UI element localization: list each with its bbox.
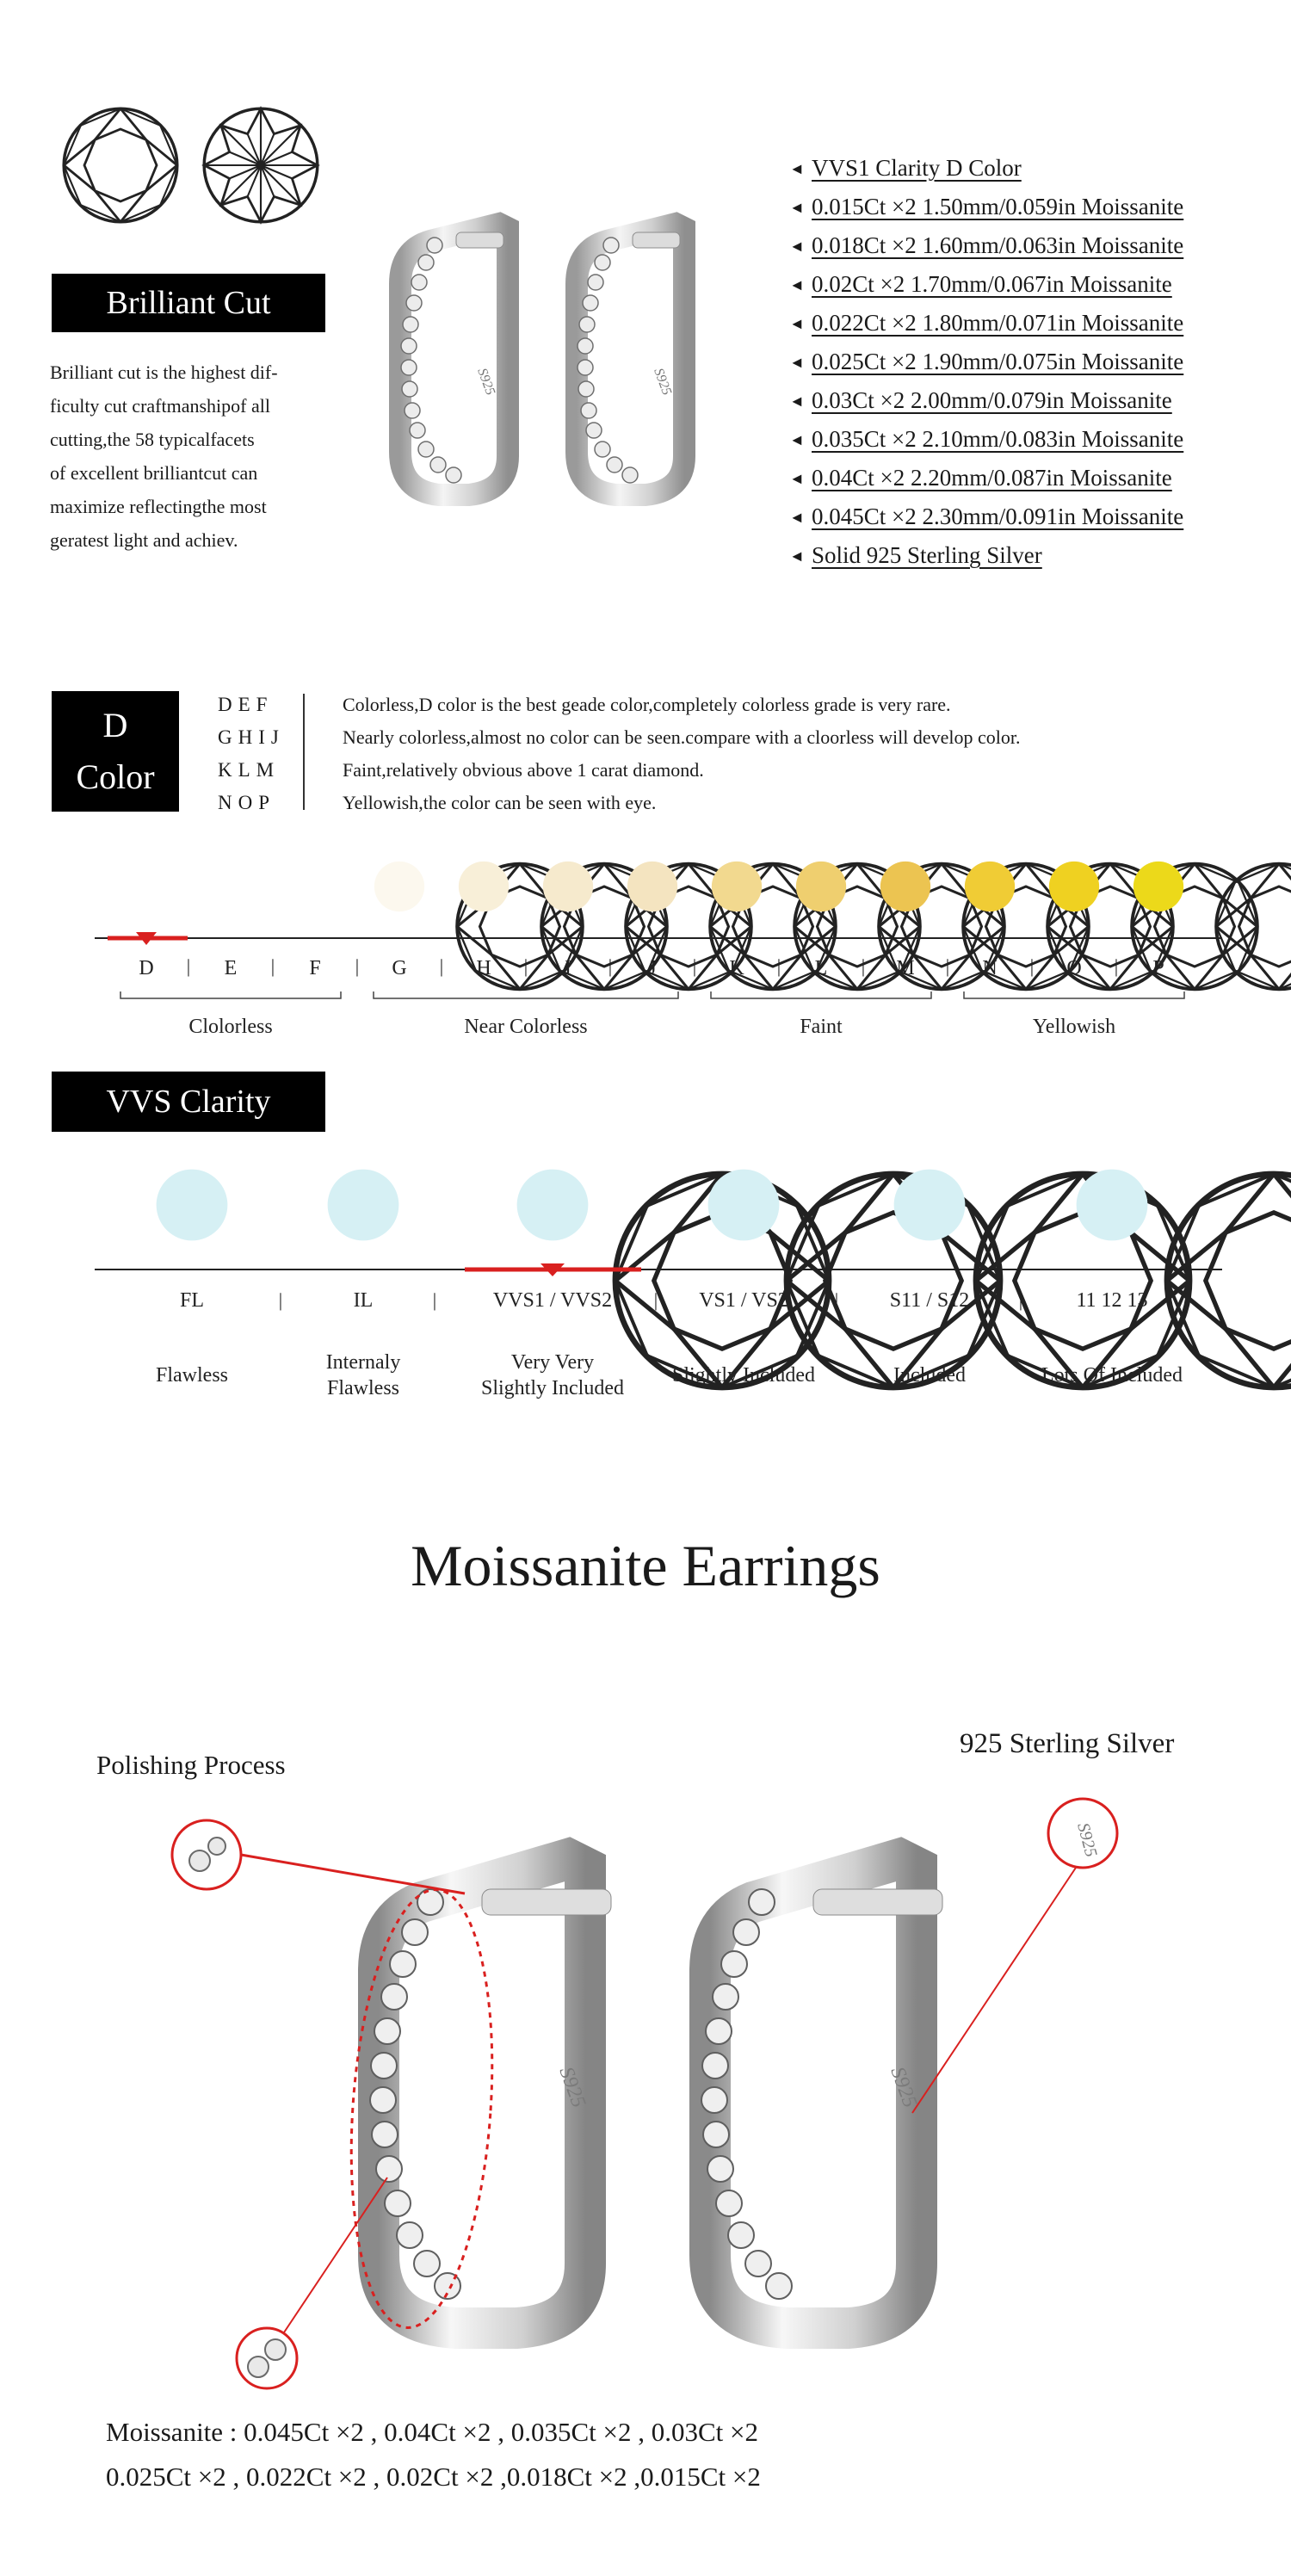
spec-list xyxy=(789,149,1183,575)
spec-item xyxy=(789,304,1183,343)
earring-detail-image xyxy=(0,1773,1291,2393)
d-color-box xyxy=(52,691,179,812)
color-grade-label: P xyxy=(1152,957,1164,979)
d-color-box-line1: D xyxy=(102,706,128,744)
arrow-left-icon: ◄ xyxy=(789,199,805,216)
gem-fill xyxy=(157,1170,228,1241)
gem-icon xyxy=(374,862,836,989)
gem-facets xyxy=(787,1174,1000,1387)
color-descriptions xyxy=(343,689,1255,819)
brilliant-cut-heading: Brilliant Cut xyxy=(52,274,325,332)
gem-fill xyxy=(712,862,762,911)
spec-item xyxy=(789,536,1183,575)
group-bracket xyxy=(120,991,341,998)
earring-stamp-text: S925 xyxy=(651,366,675,398)
spec-text: 0.015Ct ×2 1.50mm/0.059in Moissanite xyxy=(812,194,1184,219)
spec-text: 0.035Ct ×2 2.10mm/0.083in Moissanite xyxy=(812,426,1184,452)
stamp-text: S925 xyxy=(886,2064,922,2111)
spec-text: 0.02Ct ×2 1.70mm/0.067in Moissanite xyxy=(812,271,1172,297)
grade-separator: | xyxy=(692,955,697,977)
arrow-left-icon: ◄ xyxy=(789,238,805,255)
moissanite-sizes-line2: 0.025Ct ×2 , 0.022Ct ×2 , 0.02Ct ×2 ,0.018Ct ×2 ,0.015Ct ×2 xyxy=(106,2462,761,2492)
description-line: Brilliant cut is the highest dif- xyxy=(50,361,278,383)
color-code: DEF xyxy=(218,694,274,715)
grade-separator: | xyxy=(1018,1289,1023,1311)
grade-separator: | xyxy=(608,955,613,977)
grade-separator: | xyxy=(186,955,191,977)
grade-separator: | xyxy=(432,1289,437,1311)
group-bracket xyxy=(964,991,1184,998)
color-grade-label: L xyxy=(814,957,828,979)
color-group-label: Near Colorless xyxy=(464,1016,588,1038)
clarity-description: Flawless xyxy=(327,1377,399,1399)
description-line: maximize reflectingthe most xyxy=(50,496,267,517)
grade-separator: | xyxy=(776,955,781,977)
gem-facets xyxy=(1167,1174,1291,1387)
color-divider xyxy=(303,694,305,810)
spec-item xyxy=(789,420,1183,459)
grade-separator: | xyxy=(278,1289,283,1311)
color-grade-label: E xyxy=(224,957,238,979)
arrow-left-icon: ◄ xyxy=(789,547,805,565)
gem-fill xyxy=(708,1170,780,1241)
spec-item xyxy=(789,226,1183,265)
color-grade-label: I xyxy=(565,957,571,979)
spec-text: 0.018Ct ×2 1.60mm/0.063in Moissanite xyxy=(812,232,1184,258)
clarity-scale xyxy=(0,1153,1291,1412)
color-scale xyxy=(0,843,1291,1059)
spec-text: Solid 925 Sterling Silver xyxy=(812,542,1042,568)
sterling-label: 925 Sterling Silver xyxy=(960,1728,1175,1759)
gem-icon xyxy=(965,862,1291,989)
spec-text: VVS1 Clarity D Color xyxy=(812,155,1022,181)
spec-text: 0.04Ct ×2 2.20mm/0.087in Moissanite xyxy=(812,465,1172,491)
spec-item xyxy=(789,459,1183,497)
color-grade-label: K xyxy=(729,957,744,979)
color-desc: Yellowish,the color can be seen with eye. xyxy=(343,792,657,813)
gem-icon xyxy=(290,862,751,989)
callouts xyxy=(172,1799,1117,2388)
color-group-label: Yellowish xyxy=(1032,1016,1116,1038)
clarity-grade-label: VS1 / VS2 xyxy=(699,1289,788,1312)
product-title: Moissanite Earrings xyxy=(411,1533,880,1598)
right-earring xyxy=(701,1859,942,2328)
spec-item xyxy=(789,381,1183,420)
gem-fill xyxy=(459,862,509,911)
gem-fill xyxy=(880,862,930,911)
color-codes xyxy=(218,689,291,819)
group-bracket xyxy=(374,991,678,998)
gem-fill xyxy=(627,862,677,911)
clarity-grade-label: 11 12 13 xyxy=(1076,1289,1148,1312)
moissanite-sizes-line1: Moissanite : 0.045Ct ×2 , 0.04Ct ×2 , 0.035Ct ×2 , 0.03Ct ×2 xyxy=(106,2417,759,2447)
grade-separator: | xyxy=(1114,955,1119,977)
gem-fill xyxy=(328,1170,399,1241)
clarity-description: Slightly Included xyxy=(481,1377,624,1399)
arrow-left-icon: ◄ xyxy=(789,392,805,410)
grade-separator: | xyxy=(861,955,866,977)
clarity-heading: VVS Clarity xyxy=(52,1072,325,1132)
gem-fill xyxy=(374,862,424,911)
clarity-grade-label: IL xyxy=(353,1289,374,1312)
grade-separator: | xyxy=(523,955,528,977)
gem-fill xyxy=(1133,862,1183,911)
spec-text: 0.03Ct ×2 2.00mm/0.079in Moissanite xyxy=(812,387,1172,413)
color-grade-label: N xyxy=(982,957,998,979)
gem-icon xyxy=(459,862,920,989)
gem-icon xyxy=(712,862,1173,989)
arrow-left-icon: ◄ xyxy=(789,160,805,177)
clarity-grade-label: S11 / S12 xyxy=(889,1289,970,1312)
gem-icon xyxy=(206,862,667,989)
description-line: cutting,the 58 typicalfacets xyxy=(50,429,255,450)
gem-fill xyxy=(543,862,593,911)
earring-pair-image xyxy=(374,207,744,534)
arrow-left-icon: ◄ xyxy=(789,354,805,371)
callout-zoom-gems xyxy=(189,1838,286,2377)
arrow-left-icon: ◄ xyxy=(789,276,805,293)
color-grade-label: H xyxy=(476,957,491,979)
left-earring xyxy=(370,1859,611,2328)
brilliant-cut-pavilion-icon xyxy=(201,105,321,225)
gem-fill xyxy=(1077,1170,1148,1241)
grade-separator: | xyxy=(355,955,360,977)
color-grade-label: D xyxy=(139,957,154,979)
gem-fill xyxy=(1049,862,1099,911)
color-desc: Colorless,D color is the best geade color,completely colorless grade is very rare. xyxy=(343,694,951,715)
gem-fill xyxy=(796,862,846,911)
gem-fill xyxy=(290,862,340,911)
spec-item xyxy=(789,149,1183,188)
brilliant-cut-description xyxy=(50,355,360,557)
gem-fill xyxy=(517,1170,589,1241)
grade-separator: | xyxy=(439,955,444,977)
color-desc: Nearly colorless,almost no color can be seen.compare with a cloorless will develop color. xyxy=(343,726,1021,748)
group-bracket xyxy=(711,991,931,998)
clarity-grade-label: FL xyxy=(179,1289,205,1312)
spec-text: 0.025Ct ×2 1.90mm/0.075in Moissanite xyxy=(812,349,1184,374)
spec-text: 0.045Ct ×2 2.30mm/0.091in Moissanite xyxy=(812,503,1184,529)
color-grade-label: O xyxy=(1066,957,1082,979)
grade-separator: | xyxy=(945,955,950,977)
brilliant-cut-crown-icon xyxy=(60,105,181,225)
arrow-left-icon: ◄ xyxy=(789,431,805,448)
grade-separator: | xyxy=(834,1289,839,1311)
gem-icon xyxy=(543,862,1004,989)
gem-icon xyxy=(627,862,1089,989)
gem-fill xyxy=(121,862,171,911)
arrow-left-icon: ◄ xyxy=(789,509,805,526)
callout-stamp-text: S925 xyxy=(1073,1820,1101,1859)
description-line: geratest light and achiev. xyxy=(50,529,238,551)
arrow-left-icon: ◄ xyxy=(789,470,805,487)
grade-separator: | xyxy=(270,955,275,977)
clarity-description: Internaly xyxy=(325,1351,401,1374)
clarity-grade-label: VVS1 / VVS2 xyxy=(492,1289,613,1312)
gem-fill xyxy=(206,862,256,911)
clarity-description: Slightly Included xyxy=(672,1364,815,1387)
gem-fill xyxy=(894,1170,966,1241)
gem-facets xyxy=(1216,864,1291,990)
earring-stamp-text: S925 xyxy=(474,366,498,398)
clarity-description: Very Very xyxy=(510,1351,595,1374)
color-grade-label: J xyxy=(648,957,657,979)
color-grade-label: G xyxy=(392,957,407,979)
clarity-description: Flawless xyxy=(156,1364,228,1387)
gem-icon xyxy=(796,862,1257,989)
polishing-label: Polishing Process xyxy=(96,1750,286,1780)
description-line: ficulty cut craftmanshipof all xyxy=(50,395,270,417)
d-color-box-line2: Color xyxy=(76,757,155,796)
gem-fill xyxy=(965,862,1015,911)
color-grade-label: M xyxy=(896,957,915,979)
grade-separator: | xyxy=(653,1289,658,1311)
color-desc: Faint,relatively obvious above 1 carat diamond. xyxy=(343,759,704,781)
color-code: NOP xyxy=(218,792,276,813)
spec-item xyxy=(789,343,1183,381)
spec-text: 0.022Ct ×2 1.80mm/0.071in Moissanite xyxy=(812,310,1184,336)
color-group-label: Clolorless xyxy=(188,1016,273,1038)
stamp-text: S925 xyxy=(554,2064,590,2111)
color-group-label: Faint xyxy=(800,1016,843,1038)
clarity-description: Included xyxy=(893,1364,966,1387)
spec-item xyxy=(789,497,1183,536)
arrow-left-icon: ◄ xyxy=(789,315,805,332)
clarity-description: Lots Of Included xyxy=(1041,1364,1183,1387)
color-code: KLM xyxy=(218,759,281,781)
description-line: of excellent brilliantcut can xyxy=(50,462,258,484)
grade-separator: | xyxy=(1029,955,1035,977)
color-code: GHIJ xyxy=(218,726,285,748)
color-grade-label: F xyxy=(309,957,321,979)
gem-icon xyxy=(121,862,583,989)
spec-item xyxy=(789,265,1183,304)
spec-item xyxy=(789,188,1183,226)
